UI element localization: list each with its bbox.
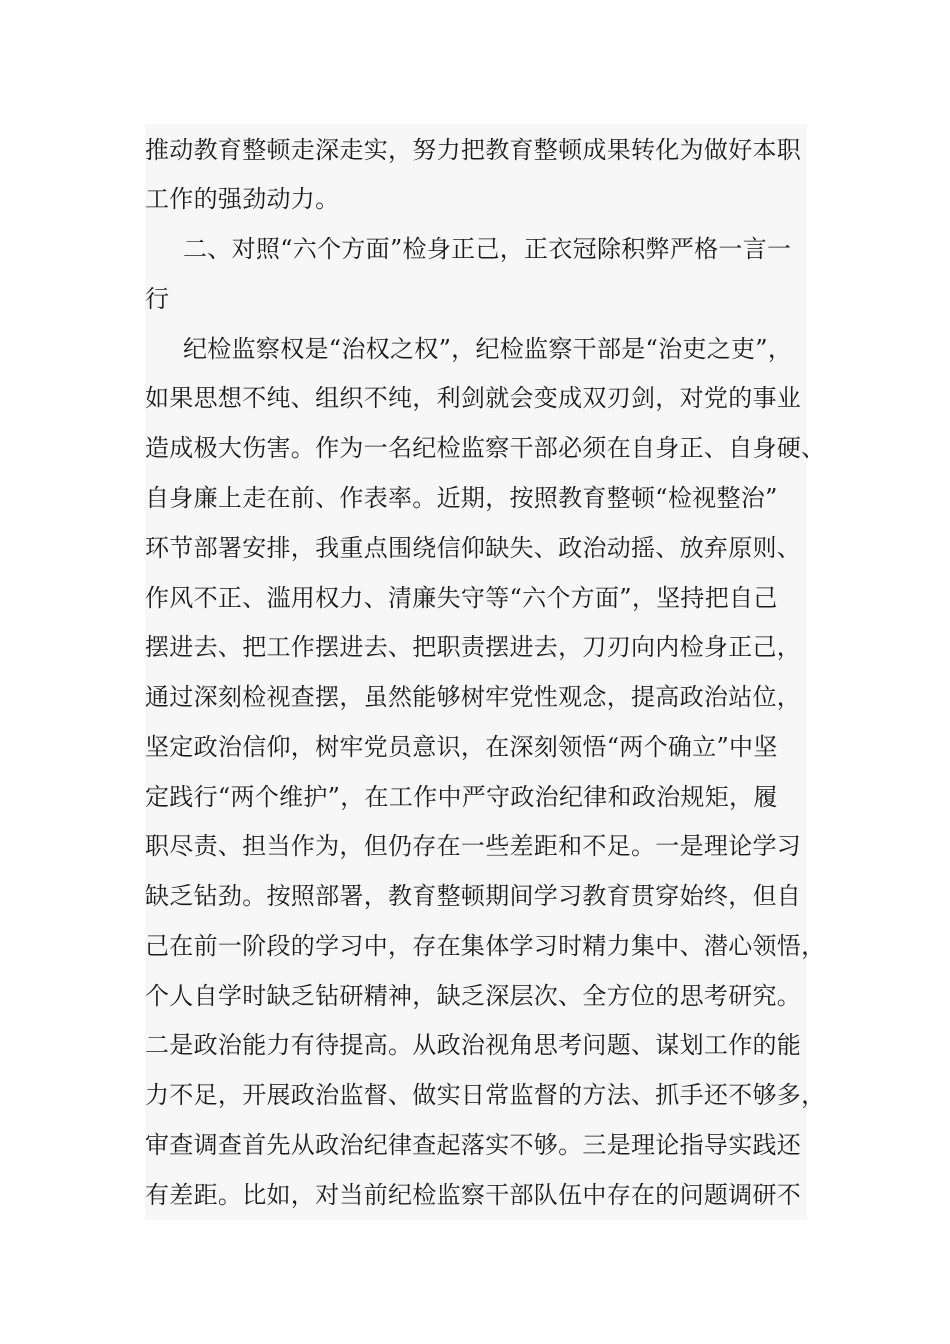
section-heading-continuation: 行 bbox=[145, 285, 170, 313]
text-line: 自身廉上走在前、作表率。近期，按照教育整顿“检视整治” bbox=[145, 484, 778, 512]
paragraph-first-line: 纪检监察权是“治权之权”，纪检监察干部是“治吏之吏”， bbox=[183, 335, 793, 363]
section-heading: 二、对照“六个方面”检身正己，正衣冠除积弊严格一言一 bbox=[183, 235, 792, 263]
text-line: 职尽责、担当作为，但仍存在一些差距和不足。一是理论学习 bbox=[145, 832, 802, 860]
text-line: 缺乏钻劲。按照部署，教育整顿期间学习教育贯穿始终，但自 bbox=[145, 882, 802, 910]
text-line: 如果思想不纯、组织不纯，利剑就会变成双刃剑，对党的事业 bbox=[145, 384, 802, 412]
text-line: 定践行“两个维护”，在工作中严守政治纪律和政治规矩，履 bbox=[145, 783, 778, 811]
text-line: 力不足，开展政治监督、做实日常监督的方法、抓手还不够多， bbox=[145, 1081, 826, 1109]
text-line: 个人自学时缺乏钻研精神，缺乏深层次、全方位的思考研究。 bbox=[145, 982, 802, 1010]
text-line: 环节部署安排，我重点围绕信仰缺失、政治动摇、放弃原则、 bbox=[145, 534, 802, 562]
text-line: 摆进去、把工作摆进去、把职责摆进去，刀刃向内检身正己， bbox=[145, 633, 802, 661]
text-line: 二是政治能力有待提高。从政治视角思考问题、谋划工作的能 bbox=[145, 1031, 802, 1059]
text-line: 造成极大伤害。作为一名纪检监察干部必须在自身正、自身硬、 bbox=[145, 434, 826, 462]
text-line: 作风不正、滥用权力、清廉失守等“六个方面”，坚持把自己 bbox=[145, 584, 778, 612]
text-line: 通过深刻检视查摆，虽然能够树牢党性观念，提高政治站位， bbox=[145, 683, 802, 711]
text-line: 有差距。比如，对当前纪检监察干部队伍中存在的问题调研不 bbox=[145, 1181, 802, 1209]
text-line: 坚定政治信仰，树牢党员意识，在深刻领悟“两个确立”中坚 bbox=[145, 733, 778, 761]
text-line: 工作的强劲动力。 bbox=[145, 185, 340, 213]
text-line: 己在前一阶段的学习中，存在集体学习时精力集中、潜心领悟， bbox=[145, 932, 826, 960]
text-line: 审查调查首先从政治纪律查起落实不够。三是理论指导实践还 bbox=[145, 1131, 802, 1159]
text-line: 推动教育整顿走深走实，努力把教育整顿成果转化为做好本职 bbox=[145, 136, 802, 164]
